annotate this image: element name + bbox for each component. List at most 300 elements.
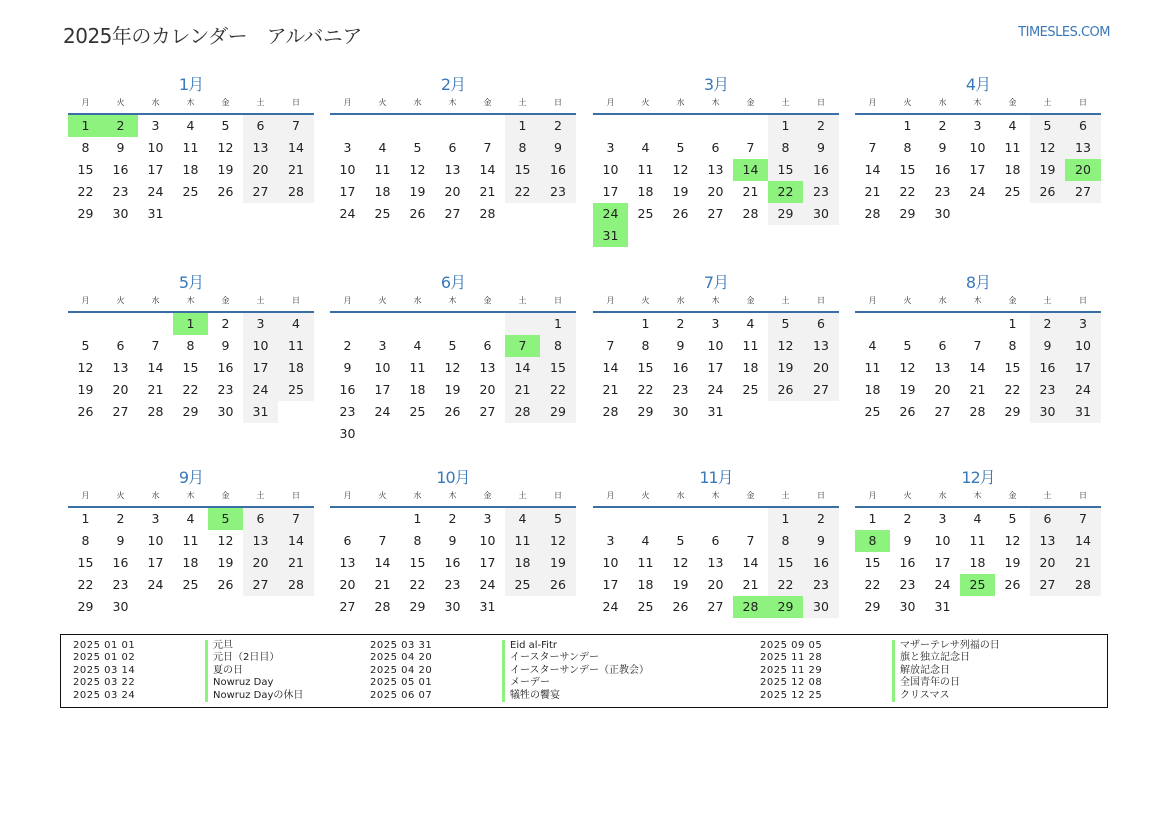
holiday-date: 2025 01 01 (73, 640, 136, 651)
day-cell: 14 (278, 137, 314, 159)
day-cell: 22 (768, 574, 803, 596)
month-name: 6月 (440, 273, 466, 292)
day-cell: 11 (278, 335, 314, 357)
day-cell: 10 (934, 533, 951, 548)
day-cell: 29 (768, 203, 803, 225)
day-cell: 18 (374, 184, 391, 199)
weekday-label: 木 (448, 296, 457, 305)
day-cell: 17 (934, 555, 951, 570)
weekday-label: 木 (973, 98, 982, 107)
empty-cell (960, 313, 995, 335)
holiday-row (760, 640, 1000, 652)
day-cell: 28 (602, 404, 619, 419)
day-cell: 10 (147, 140, 164, 155)
holiday-date: 2025 12 25 (760, 689, 823, 701)
holiday-list (60, 634, 1108, 708)
weekday-label: 火 (641, 491, 650, 500)
day-cell: 27 (243, 181, 278, 203)
day-cell: 3 (343, 140, 352, 155)
day-cell: 29 (409, 599, 426, 614)
weekday-label: 水 (413, 491, 422, 500)
day-cell: 29 (540, 401, 576, 423)
day-cell: 27 (479, 404, 496, 419)
day-cell: 5 (448, 338, 457, 353)
day-cell: 10 (374, 360, 391, 375)
day-grid (330, 313, 576, 445)
holiday-column-3 (760, 640, 1000, 702)
day-cell: 30 (672, 404, 689, 419)
weekday-label: 月 (343, 296, 352, 305)
day-cell: 20 (479, 382, 496, 397)
weekday-label: 日 (292, 98, 300, 107)
day-cell: 29 (77, 599, 94, 614)
weekday-label: 金 (483, 98, 492, 107)
day-cell: 24 (934, 577, 951, 592)
day-cell: 24 (707, 382, 724, 397)
day-cell: 16 (444, 555, 461, 570)
day-cell: 1 (540, 313, 576, 335)
day-cell: 10 (479, 533, 496, 548)
weekday-label: 土 (256, 296, 265, 305)
holiday-row (760, 677, 1000, 689)
weekday-label: 土 (1043, 98, 1052, 107)
day-cell: 1 (768, 115, 803, 137)
holiday-row (370, 677, 649, 689)
weekday-label: 日 (554, 98, 562, 107)
day-cell: 21 (479, 184, 496, 199)
weekday-header (593, 294, 839, 313)
day-cell: 13 (707, 555, 724, 570)
day-cell: 6 (116, 338, 125, 353)
day-cell: 2 (448, 511, 457, 526)
weekday-label: 日 (1079, 296, 1087, 305)
day-cell: 15 (864, 555, 881, 570)
day-cell: 26 (77, 404, 94, 419)
day-cell: 7 (378, 533, 387, 548)
day-cell: 1 (903, 118, 912, 133)
day-cell: 3 (606, 140, 615, 155)
day-cell: 29 (77, 206, 94, 221)
month-name: 1月 (178, 75, 204, 94)
holiday-day: 20 (1065, 159, 1101, 181)
day-cell: 7 (278, 508, 314, 530)
holiday-name: Nowruz Dayの休日 (205, 690, 303, 702)
day-cell: 15 (768, 552, 803, 574)
holiday-date: 2025 09 05 (760, 640, 823, 651)
day-cell: 11 (409, 360, 426, 375)
day-cell: 28 (969, 404, 986, 419)
day-cell: 24 (147, 184, 164, 199)
holiday-date: 2025 12 08 (760, 677, 823, 689)
day-cell: 1 (641, 316, 650, 331)
weekday-label: 月 (606, 296, 615, 305)
day-cell: 8 (768, 530, 803, 552)
day-cell: 7 (278, 115, 314, 137)
day-cell: 5 (540, 508, 576, 530)
holiday-date: 2025 03 22 (73, 677, 136, 689)
day-cell: 5 (676, 533, 685, 548)
holiday-day: 2 (103, 115, 138, 137)
holiday-name: Nowruz Day (205, 677, 273, 689)
day-cell: 19 (540, 552, 576, 574)
holiday-date: 2025 04 20 (370, 652, 433, 664)
day-cell: 14 (147, 360, 164, 375)
weekday-label: 金 (483, 296, 492, 305)
day-cell: 2 (221, 316, 230, 331)
day-cell: 13 (934, 360, 951, 375)
day-cell: 5 (1008, 511, 1017, 526)
day-cell: 12 (409, 162, 426, 177)
weekday-label: 金 (746, 491, 755, 500)
empty-cell (400, 115, 435, 137)
empty-cell (855, 115, 890, 137)
weekday-label: 金 (221, 98, 230, 107)
day-cell: 2 (903, 511, 912, 526)
day-cell: 6 (483, 338, 492, 353)
empty-cell (435, 115, 470, 137)
day-cell: 5 (768, 313, 803, 335)
weekday-label: 金 (746, 296, 755, 305)
day-cell: 2 (540, 115, 576, 137)
weekday-label: 金 (1008, 296, 1017, 305)
weekday-label: 月 (343, 98, 352, 107)
day-cell: 16 (540, 159, 576, 181)
day-cell: 12 (768, 335, 803, 357)
weekday-label: 月 (868, 98, 877, 107)
day-cell: 15 (77, 162, 94, 177)
weekday-label: 水 (151, 296, 160, 305)
day-cell: 23 (1030, 379, 1065, 401)
day-cell: 9 (343, 360, 352, 375)
day-cell: 12 (77, 360, 94, 375)
weekday-label: 木 (448, 491, 457, 500)
day-cell: 8 (903, 140, 912, 155)
empty-cell (470, 313, 505, 335)
day-cell: 31 (147, 206, 164, 221)
empty-cell (435, 313, 470, 335)
day-cell: 9 (1030, 335, 1065, 357)
weekday-label: 金 (746, 98, 755, 107)
day-cell: 25 (637, 599, 654, 614)
page-title: 2025年のカレンダー アルバニア (63, 24, 362, 48)
weekday-header (68, 294, 314, 313)
day-cell: 7 (868, 140, 877, 155)
holiday-name: 元日（2日目） (205, 652, 279, 664)
day-cell: 15 (637, 360, 654, 375)
day-cell: 7 (973, 338, 982, 353)
day-cell: 4 (641, 140, 650, 155)
holiday-row (760, 652, 1000, 664)
day-cell: 21 (278, 552, 314, 574)
month-calendar (593, 74, 839, 247)
weekday-label: 土 (781, 296, 790, 305)
weekday-label: 月 (606, 491, 615, 500)
day-cell: 17 (147, 555, 164, 570)
day-cell: 4 (278, 313, 314, 335)
holiday-row (73, 640, 303, 652)
day-cell: 2 (1030, 313, 1065, 335)
day-cell: 23 (899, 577, 916, 592)
day-cell: 1 (768, 508, 803, 530)
holiday-row (370, 690, 649, 702)
weekday-label: 月 (868, 491, 877, 500)
day-cell: 3 (151, 118, 160, 133)
weekday-label: 水 (151, 491, 160, 500)
day-cell: 15 (77, 555, 94, 570)
day-cell: 24 (243, 379, 278, 401)
day-cell: 19 (409, 184, 426, 199)
empty-cell (138, 313, 173, 335)
day-cell: 4 (868, 338, 877, 353)
day-cell: 13 (112, 360, 129, 375)
empty-cell (470, 115, 505, 137)
holiday-row (370, 652, 649, 664)
day-cell: 30 (112, 206, 129, 221)
day-cell: 26 (444, 404, 461, 419)
day-cell: 30 (1030, 401, 1065, 423)
day-cell: 5 (676, 140, 685, 155)
day-cell: 3 (378, 338, 387, 353)
day-cell: 14 (278, 530, 314, 552)
day-cell: 9 (676, 338, 685, 353)
empty-cell (400, 313, 435, 335)
day-cell: 18 (182, 162, 199, 177)
month-name: 12月 (961, 468, 995, 487)
day-cell: 8 (540, 335, 576, 357)
day-cell: 6 (711, 533, 720, 548)
day-grid (330, 115, 576, 225)
day-cell: 3 (483, 511, 492, 526)
day-cell: 11 (182, 140, 199, 155)
weekday-label: 日 (292, 491, 300, 500)
empty-cell (330, 313, 365, 335)
day-cell: 21 (505, 379, 540, 401)
day-cell: 28 (742, 206, 759, 221)
day-cell: 31 (479, 599, 496, 614)
empty-cell (855, 313, 890, 335)
day-cell: 30 (217, 404, 234, 419)
weekday-label: 水 (938, 296, 947, 305)
day-cell: 12 (1004, 533, 1021, 548)
day-cell: 6 (1030, 508, 1065, 530)
weekday-label: 火 (378, 98, 387, 107)
weekday-label: 火 (903, 296, 912, 305)
weekday-label: 日 (1079, 491, 1087, 500)
day-cell: 17 (479, 555, 496, 570)
weekday-header (330, 96, 576, 115)
day-cell: 12 (899, 360, 916, 375)
weekday-label: 火 (116, 296, 125, 305)
day-cell: 5 (81, 338, 90, 353)
day-cell: 21 (602, 382, 619, 397)
holiday-row (370, 640, 649, 652)
day-cell: 17 (243, 357, 278, 379)
day-cell: 11 (742, 338, 759, 353)
day-cell: 21 (742, 184, 759, 199)
empty-cell (890, 313, 925, 335)
day-cell: 3 (973, 118, 982, 133)
empty-cell (505, 313, 540, 335)
holiday-row (73, 690, 303, 702)
day-cell: 18 (409, 382, 426, 397)
weekday-label: 土 (256, 98, 265, 107)
day-cell: 26 (409, 206, 426, 221)
empty-cell (925, 313, 960, 335)
day-cell: 21 (278, 159, 314, 181)
day-cell: 23 (112, 184, 129, 199)
weekday-label: 金 (221, 296, 230, 305)
day-cell: 12 (672, 555, 689, 570)
weekday-header (593, 96, 839, 115)
day-cell: 13 (444, 162, 461, 177)
day-cell: 20 (803, 357, 839, 379)
day-grid (593, 115, 839, 247)
day-cell: 14 (374, 555, 391, 570)
day-cell: 22 (505, 181, 540, 203)
day-cell: 1 (505, 115, 540, 137)
weekday-header (330, 294, 576, 313)
day-cell: 12 (217, 533, 234, 548)
day-cell: 24 (969, 184, 986, 199)
day-cell: 26 (217, 184, 234, 199)
day-cell: 14 (742, 555, 759, 570)
weekday-label: 木 (711, 98, 720, 107)
weekday-label: 土 (1043, 296, 1052, 305)
weekday-label: 金 (221, 491, 230, 500)
weekday-label: 木 (711, 296, 720, 305)
holiday-name: 元旦 (205, 640, 233, 652)
month-calendar (68, 272, 314, 423)
day-cell: 4 (505, 508, 540, 530)
day-cell: 17 (339, 184, 356, 199)
day-cell: 15 (1004, 360, 1021, 375)
day-cell: 22 (637, 382, 654, 397)
weekday-label: 火 (116, 98, 125, 107)
day-cell: 18 (637, 577, 654, 592)
weekday-header (68, 489, 314, 508)
weekday-label: 水 (938, 98, 947, 107)
month-name: 2月 (440, 75, 466, 94)
day-cell: 20 (243, 159, 278, 181)
day-cell: 27 (1030, 574, 1065, 596)
day-cell: 25 (182, 577, 199, 592)
weekday-label: 火 (903, 98, 912, 107)
empty-cell (698, 115, 733, 137)
day-cell: 4 (186, 118, 195, 133)
day-cell: 15 (409, 555, 426, 570)
day-cell: 27 (803, 379, 839, 401)
weekday-label: 日 (817, 491, 825, 500)
site-name[interactable]: TIMESLES.COM (1018, 25, 1110, 40)
month-calendar (68, 74, 314, 225)
day-cell: 6 (711, 140, 720, 155)
day-cell: 17 (602, 184, 619, 199)
day-cell: 28 (505, 401, 540, 423)
day-cell: 22 (409, 577, 426, 592)
day-cell: 30 (112, 599, 129, 614)
weekday-label: 日 (817, 98, 825, 107)
day-cell: 4 (641, 533, 650, 548)
day-cell: 13 (1065, 137, 1101, 159)
day-grid (593, 508, 839, 618)
holiday-name: メーデー (502, 677, 550, 689)
day-cell: 22 (182, 382, 199, 397)
day-cell: 9 (803, 137, 839, 159)
day-cell: 7 (1065, 508, 1101, 530)
empty-cell (103, 313, 138, 335)
holiday-name: 全国青年の日 (892, 677, 960, 689)
day-cell: 11 (969, 533, 986, 548)
day-cell: 20 (707, 184, 724, 199)
holiday-column-1 (73, 640, 303, 702)
day-cell: 27 (444, 206, 461, 221)
day-cell: 11 (637, 555, 654, 570)
day-cell: 1 (81, 511, 90, 526)
day-cell: 9 (803, 530, 839, 552)
month-calendar (330, 272, 576, 445)
day-cell: 9 (938, 140, 947, 155)
day-cell: 25 (864, 404, 881, 419)
weekday-label: 木 (973, 296, 982, 305)
day-cell: 3 (606, 533, 615, 548)
holiday-day: 24 (593, 203, 628, 225)
day-cell: 16 (339, 382, 356, 397)
day-cell: 16 (1030, 357, 1065, 379)
day-cell: 13 (243, 530, 278, 552)
holiday-date: 2025 06 07 (370, 689, 433, 701)
day-cell: 16 (672, 360, 689, 375)
month-calendar (855, 74, 1101, 225)
day-cell: 5 (221, 118, 230, 133)
day-cell: 26 (768, 379, 803, 401)
day-cell: 22 (77, 577, 94, 592)
day-cell: 4 (413, 338, 422, 353)
weekday-label: 月 (81, 296, 90, 305)
day-cell: 6 (938, 338, 947, 353)
weekday-header (855, 489, 1101, 508)
day-cell: 18 (505, 552, 540, 574)
day-cell: 16 (934, 162, 951, 177)
holiday-day: 31 (593, 225, 628, 247)
empty-cell (663, 508, 698, 530)
day-cell: 29 (1004, 404, 1021, 419)
empty-cell (733, 508, 768, 530)
day-cell: 15 (182, 360, 199, 375)
day-cell: 28 (278, 574, 314, 596)
weekday-label: 火 (116, 491, 125, 500)
day-cell: 25 (374, 206, 391, 221)
day-cell: 23 (803, 574, 839, 596)
weekday-header (855, 294, 1101, 313)
day-cell: 18 (182, 555, 199, 570)
day-cell: 31 (707, 404, 724, 419)
weekday-label: 月 (81, 491, 90, 500)
day-cell: 20 (339, 577, 356, 592)
holiday-day: 7 (505, 335, 540, 357)
day-cell: 21 (147, 382, 164, 397)
day-cell: 20 (112, 382, 129, 397)
empty-cell (365, 313, 400, 335)
day-cell: 19 (1004, 555, 1021, 570)
empty-cell (330, 508, 365, 530)
holiday-day: 5 (208, 508, 243, 530)
day-cell: 12 (444, 360, 461, 375)
day-cell: 6 (1065, 115, 1101, 137)
holiday-row (73, 677, 303, 689)
day-cell: 7 (151, 338, 160, 353)
holiday-day: 29 (768, 596, 803, 618)
holiday-date: 2025 11 28 (760, 652, 823, 664)
